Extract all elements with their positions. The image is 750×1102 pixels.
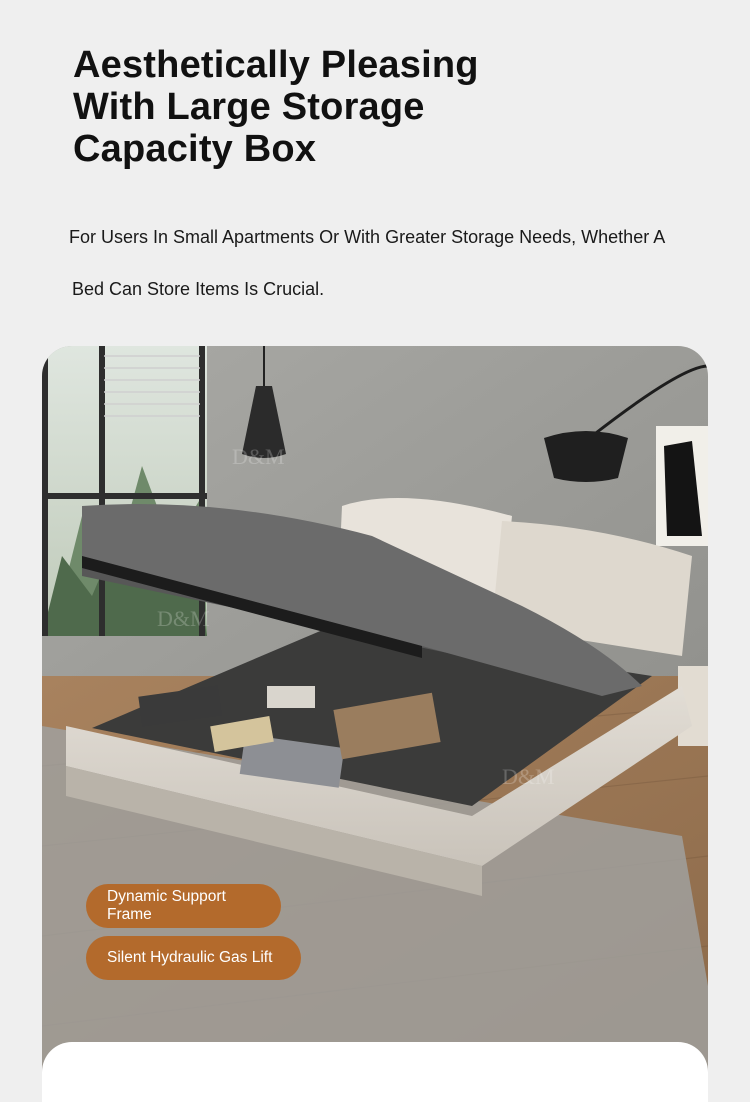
watermark-3: D&M: [502, 764, 555, 789]
watermark-2: D&M: [157, 606, 210, 631]
feature-label: Dynamic Support Frame: [107, 888, 226, 923]
headline-line-1: Aesthetically Pleasing: [73, 44, 479, 86]
intro-line-2: Bed Can Store Items Is Crucial.: [72, 279, 325, 299]
headline-line-2: With Large Storage: [73, 86, 425, 128]
feature-label: Silent Hydraulic Gas Lift: [107, 949, 273, 966]
bottom-card: [42, 1042, 708, 1102]
headline-line-3: Capacity Box: [73, 128, 317, 170]
headline: [73, 44, 533, 170]
feature-badge-gas-lift: [86, 936, 301, 980]
feature-badge-dynamic-support: [86, 884, 281, 928]
intro-text: [69, 211, 709, 315]
watermark-1: D&M: [232, 444, 285, 469]
intro-line-1: For Users In Small Apartments Or With Greater Storage Needs, Whether A: [69, 227, 666, 247]
